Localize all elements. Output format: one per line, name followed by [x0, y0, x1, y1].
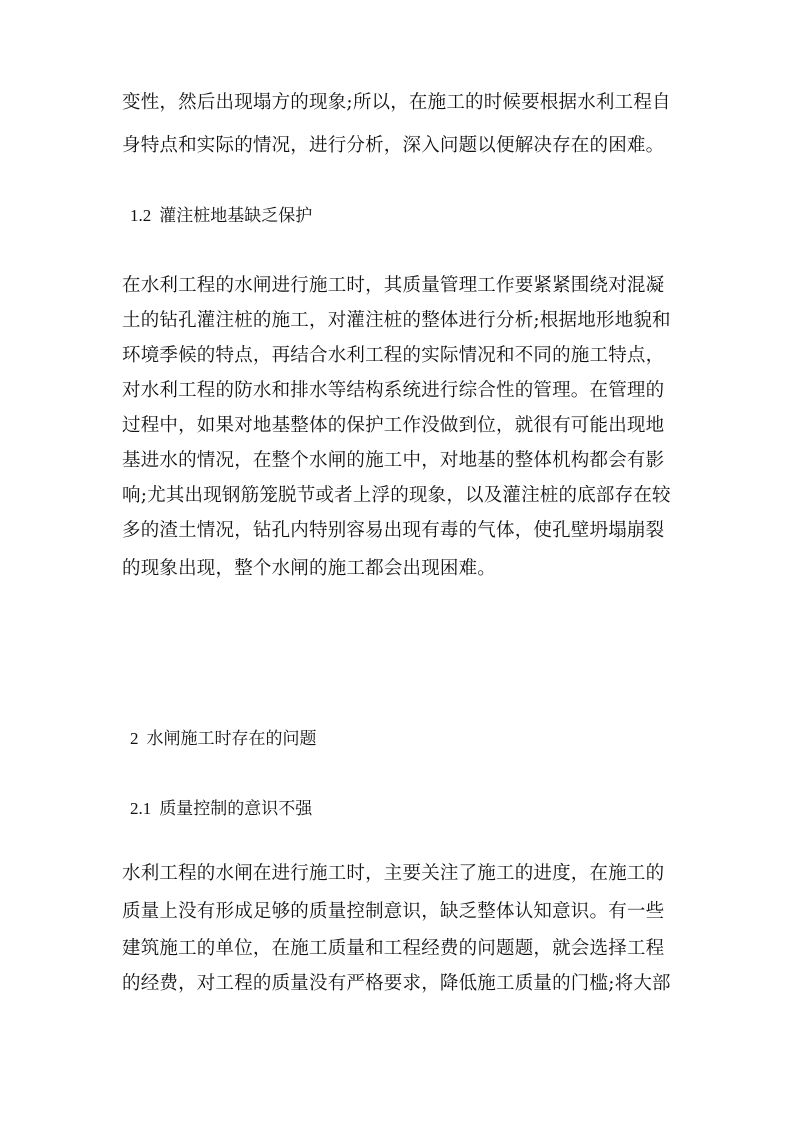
paragraph-3-line-4: 的经费，对工程的质量没有严格要求，降低施工质量的门槛;将大部: [122, 973, 671, 994]
section-number: 2: [130, 729, 139, 748]
section-heading-2: [130, 728, 317, 750]
section-title: 灌注桩地基缺乏保护: [159, 206, 313, 226]
paragraph-2-line-9: 的现象出现，整个水闸的施工都会出现困难。: [122, 558, 497, 579]
paragraph-1-line-1: 变性，然后出现塌方的现象;所以，在施工的时候要根据水利工程自: [122, 92, 671, 113]
paragraph-2-line-1: 在水利工程的水闸进行施工时，其质量管理工作要紧紧围绕对混凝: [122, 275, 665, 296]
paragraph-2-line-7: 响;尤其出现钢筋笼脱节或者上浮的现象，以及灌注桩的底部存在较: [122, 485, 671, 506]
section-number: 2.1: [130, 799, 152, 818]
paragraph-2-line-3: 环境季候的特点，再结合水利工程的实际情况和不同的施工特点，: [122, 345, 665, 366]
paragraph-2-line-5: 过程中，如果对地基整体的保护工作没做到位，就很有可能出现地: [122, 415, 665, 436]
paragraph-2-line-6: 基进水的情况，在整个水闸的施工中，对地基的整体机构都会有影: [122, 450, 665, 471]
paragraph-3-line-3: 建筑施工的单位，在施工质量和工程经费的问题题，就会选择工程: [122, 938, 665, 959]
section-heading-1-2: [130, 205, 312, 227]
section-number: 1.2: [130, 206, 152, 225]
paragraph-1-line-2: 身特点和实际的情况，进行分析，深入问题以便解决存在的困难。: [122, 135, 665, 156]
paragraph-2-line-2: 土的钻孔灌注桩的施工，对灌注桩的整体进行分析;根据地形地貌和: [122, 310, 671, 331]
paragraph-2-line-8: 多的渣土情况，钻孔内特别容易出现有毒的气体，使孔壁坍塌崩裂: [122, 520, 665, 541]
paragraph-2-line-4: 对水利工程的防水和排水等结构系统进行综合性的管理。在管理的: [122, 380, 665, 401]
section-heading-2-1: [130, 798, 312, 820]
paragraph-3-line-2: 质量上没有形成足够的质量控制意识，缺乏整体认知意识。有一些: [122, 901, 665, 922]
section-title: 质量控制的意识不强: [159, 799, 313, 819]
section-title: 水闸施工时存在的问题: [146, 729, 317, 749]
paragraph-3-line-1: 水利工程的水闸在进行施工时，主要关注了施工的进度，在施工的: [122, 863, 665, 884]
